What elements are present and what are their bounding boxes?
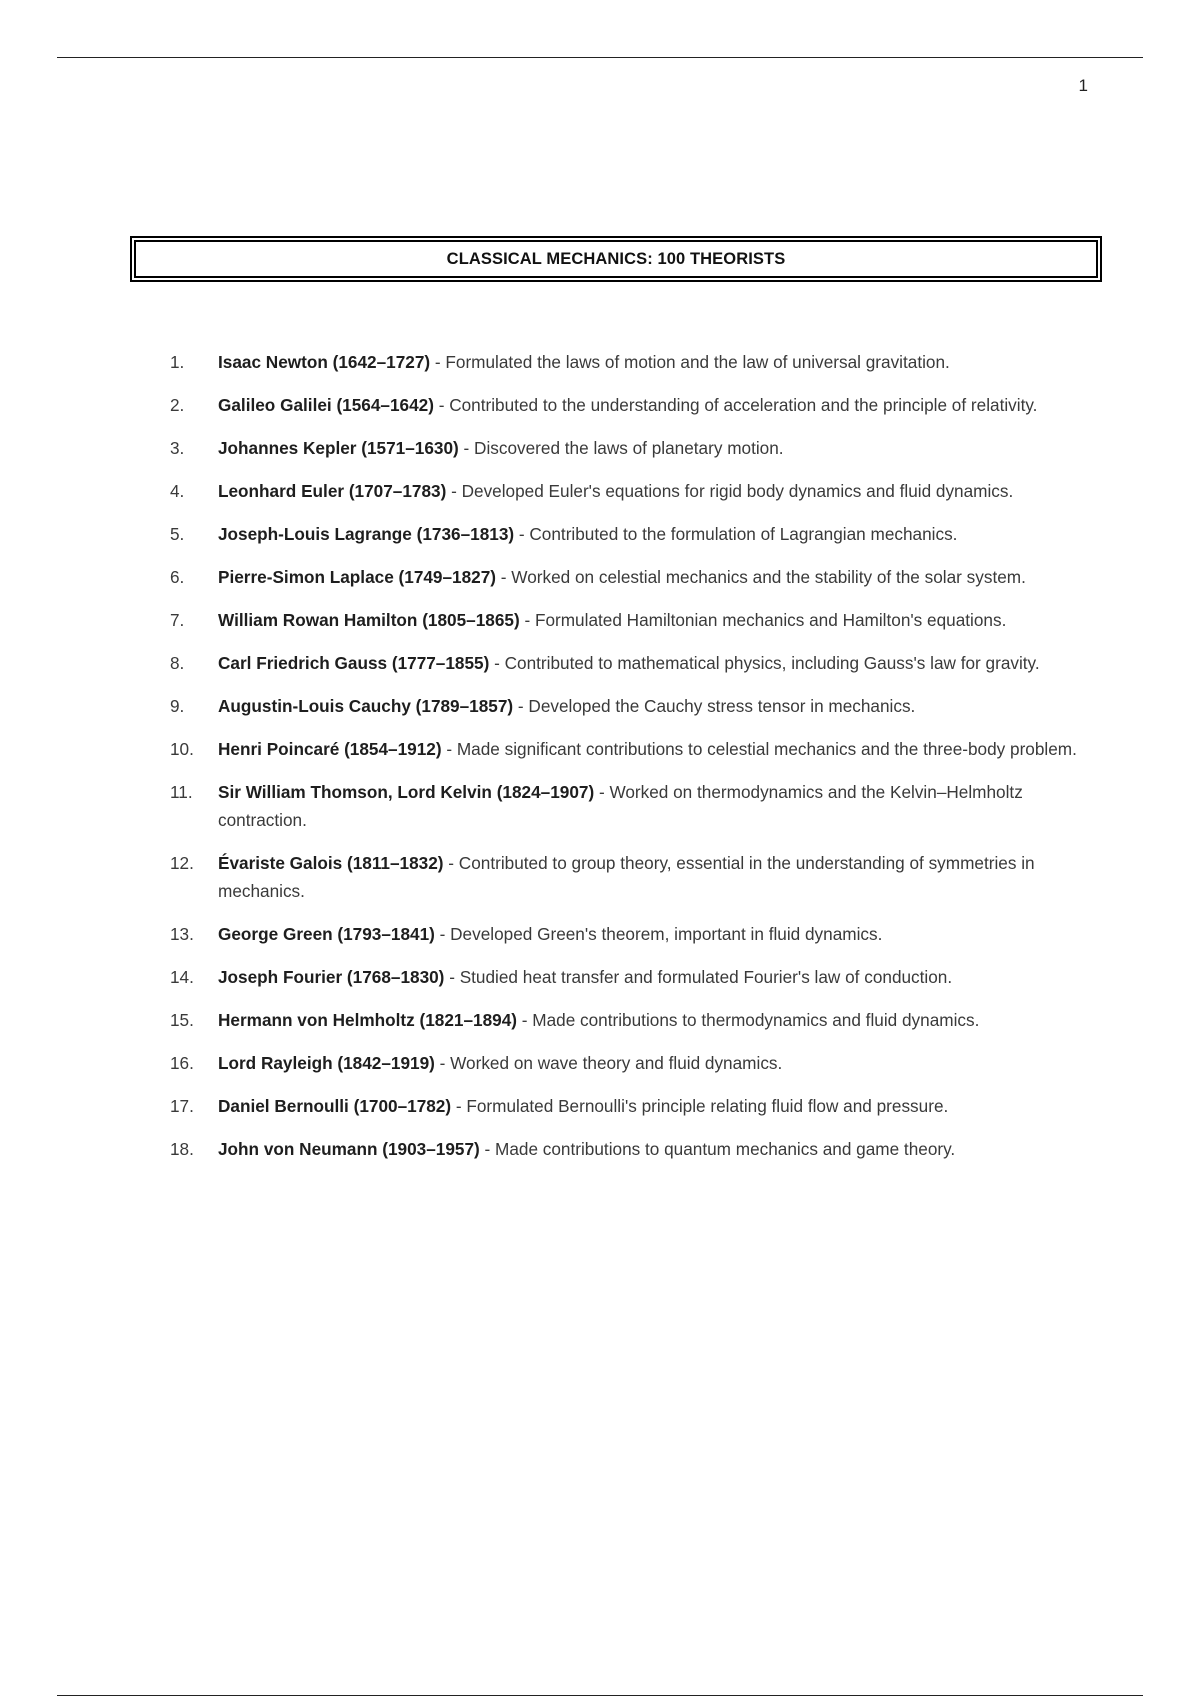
- item-name: Joseph Fourier (1768–1830): [218, 967, 445, 987]
- item-body: [218, 692, 1100, 720]
- item-name: Henri Poincaré (1854–1912): [218, 739, 442, 759]
- item-name: Évariste Galois (1811–1832): [218, 853, 444, 873]
- item-body: [218, 963, 1100, 991]
- item-number: 6.: [170, 567, 185, 587]
- item-name: William Rowan Hamilton (1805–1865): [218, 610, 520, 630]
- item-description: - Made contributions to quantum mechanics and game theory.: [479, 1139, 956, 1159]
- list-item: [170, 649, 1100, 677]
- item-description: - Formulated Bernoulli's principle relating fluid flow and pressure.: [451, 1096, 949, 1116]
- item-description: - Formulated Hamiltonian mechanics and Hamilton's equations.: [519, 610, 1007, 630]
- list-item: [170, 1135, 1100, 1163]
- item-name: Hermann von Helmholtz (1821–1894): [218, 1010, 517, 1030]
- item-body: [218, 649, 1100, 677]
- item-number: 4.: [170, 481, 185, 501]
- item-body: [218, 1135, 1100, 1163]
- item-number: 7.: [170, 610, 185, 630]
- list-item: [170, 735, 1100, 763]
- item-body: [218, 606, 1100, 634]
- item-name: John von Neumann (1903–1957): [218, 1139, 480, 1159]
- list-item: [170, 520, 1100, 548]
- item-name: Carl Friedrich Gauss (1777–1855): [218, 653, 490, 673]
- item-body: [218, 477, 1100, 505]
- item-body: [218, 778, 1100, 834]
- list-item: [170, 849, 1100, 905]
- list-item: [170, 563, 1100, 591]
- list-item: [170, 1049, 1100, 1077]
- item-body: [218, 434, 1100, 462]
- list-item: [170, 477, 1100, 505]
- item-description: - Studied heat transfer and formulated Fourier's law of conduction.: [444, 967, 953, 987]
- list-item: [170, 963, 1100, 991]
- item-number: 3.: [170, 438, 185, 458]
- item-number: 18.: [170, 1139, 194, 1159]
- item-body: [218, 1092, 1100, 1120]
- item-body: [218, 1006, 1100, 1034]
- item-name: Augustin-Louis Cauchy (1789–1857): [218, 696, 514, 716]
- page-title: CLASSICAL MECHANICS: 100 THEORISTS: [446, 249, 786, 268]
- item-name: Galileo Galilei (1564–1642): [218, 395, 434, 415]
- item-number: 10.: [170, 739, 194, 759]
- item-number: 13.: [170, 924, 194, 944]
- item-name: Pierre-Simon Laplace (1749–1827): [218, 567, 497, 587]
- item-number: 1.: [170, 352, 185, 372]
- list-item: [170, 692, 1100, 720]
- item-description: - Contributed to the understanding of acceleration and the principle of relativity.: [433, 395, 1038, 415]
- item-number: 9.: [170, 696, 185, 716]
- item-name: Lord Rayleigh (1842–1919): [218, 1053, 435, 1073]
- item-description: - Worked on celestial mechanics and the stability of the solar system.: [496, 567, 1026, 587]
- item-name: Isaac Newton (1642–1727): [218, 352, 431, 372]
- item-number: 12.: [170, 853, 194, 873]
- page-number: 1: [1078, 76, 1088, 95]
- item-number: 5.: [170, 524, 185, 544]
- item-name: George Green (1793–1841): [218, 924, 435, 944]
- item-description: - Contributed to group theory, essential in the understanding of symmetries in mechanics.: [218, 853, 1035, 901]
- list-item: [170, 1006, 1100, 1034]
- list-item: [170, 606, 1100, 634]
- item-number: 16.: [170, 1053, 194, 1073]
- item-description: - Made contributions to thermodynamics and fluid dynamics.: [516, 1010, 980, 1030]
- header-rule: [57, 57, 1143, 58]
- item-number: 14.: [170, 967, 194, 987]
- item-body: [218, 1049, 1100, 1077]
- item-name: Daniel Bernoulli (1700–1782): [218, 1096, 452, 1116]
- list-item: [170, 920, 1100, 948]
- item-body: [218, 920, 1100, 948]
- item-description: - Worked on wave theory and fluid dynamics.: [434, 1053, 783, 1073]
- list-item: [170, 391, 1100, 419]
- item-number: 2.: [170, 395, 185, 415]
- item-number: 15.: [170, 1010, 194, 1030]
- item-number: 11.: [170, 782, 193, 802]
- footer-rule: [57, 1695, 1143, 1696]
- item-description: - Worked on thermodynamics and the Kelvin–Helmholtz contraction.: [218, 782, 1023, 830]
- item-name: Johannes Kepler (1571–1630): [218, 438, 459, 458]
- item-description: - Made significant contributions to celestial mechanics and the three-body problem.: [441, 739, 1077, 759]
- title-box: [130, 236, 1102, 282]
- item-body: [218, 520, 1100, 548]
- item-name: Sir William Thomson, Lord Kelvin (1824–1907): [218, 782, 595, 802]
- list-item: [170, 778, 1100, 834]
- item-body: [218, 391, 1100, 419]
- item-number: 8.: [170, 653, 185, 673]
- list-item: [170, 1092, 1100, 1120]
- item-body: [218, 735, 1100, 763]
- list-item: [170, 348, 1100, 376]
- item-description: - Developed Euler's equations for rigid body dynamics and fluid dynamics.: [446, 481, 1014, 501]
- theorist-list: [170, 348, 1100, 1178]
- item-description: - Contributed to the formulation of Lagrangian mechanics.: [514, 524, 958, 544]
- item-body: [218, 563, 1100, 591]
- item-description: - Discovered the laws of planetary motion.: [458, 438, 784, 458]
- item-description: - Developed Green's theorem, important in fluid dynamics.: [434, 924, 883, 944]
- item-name: Joseph-Louis Lagrange (1736–1813): [218, 524, 515, 544]
- item-description: - Formulated the laws of motion and the law of universal gravitation.: [430, 352, 950, 372]
- item-name: Leonhard Euler (1707–1783): [218, 481, 447, 501]
- item-description: - Contributed to mathematical physics, including Gauss's law for gravity.: [489, 653, 1040, 673]
- item-description: - Developed the Cauchy stress tensor in mechanics.: [513, 696, 916, 716]
- item-number: 17.: [170, 1096, 194, 1116]
- item-body: [218, 348, 1100, 376]
- list-item: [170, 434, 1100, 462]
- item-body: [218, 849, 1100, 905]
